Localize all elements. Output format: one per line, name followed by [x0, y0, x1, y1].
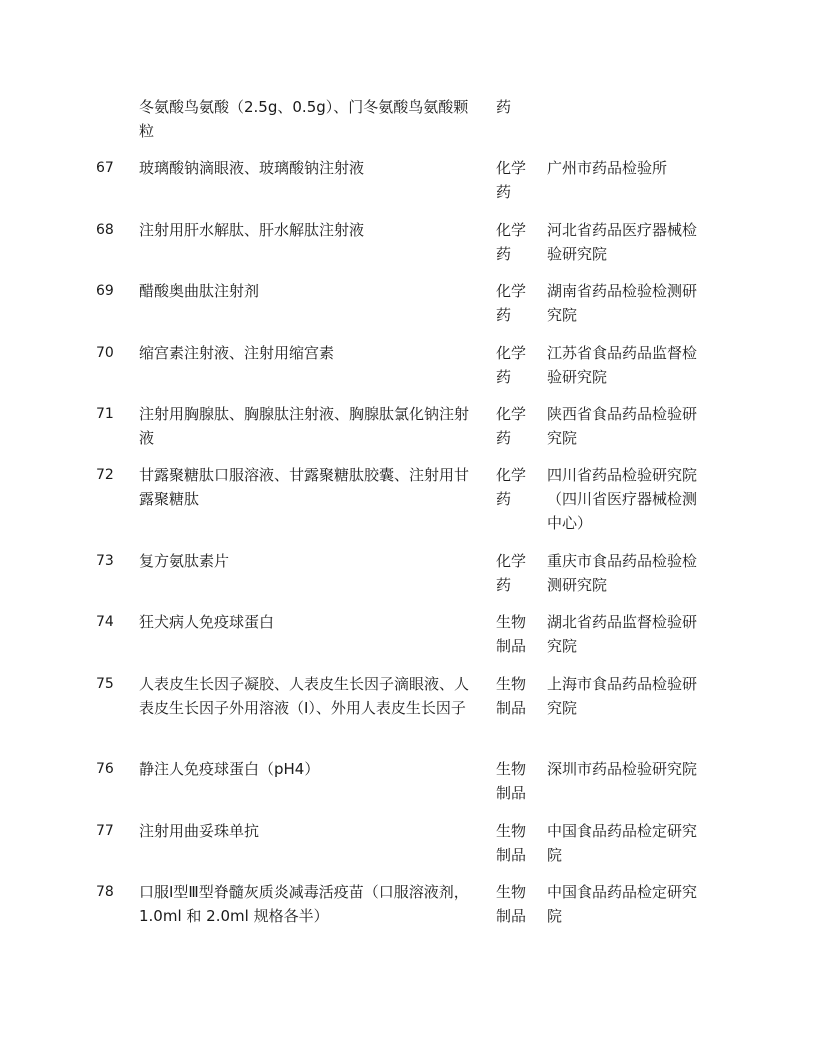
row-number: 78 [96, 884, 114, 900]
product-name: 注射用胸腺肽、胸腺肽注射液、胸腺肽氯化钠注射液 [139, 405, 470, 447]
testing-institution: 河北省药品医疗器械检验研究院 [547, 221, 698, 263]
testing-institution: 四川省药品检验研究院（四川省医疗器械检测中心） [547, 466, 698, 532]
testing-institution: 重庆市食品药品检验检测研究院 [547, 552, 698, 594]
product-category: 化学药 [496, 221, 527, 263]
product-name: 人表皮生长因子凝胶、人表皮生长因子滴眼液、人表皮生长因子外用溶液（Ⅰ）、外用人表皮生长因子 [139, 675, 470, 717]
product-name: 甘露聚糖肽口服溶液、甘露聚糖肽胶囊、注射用甘露聚糖肽 [139, 466, 470, 508]
product-name: 口服Ⅰ型Ⅲ型脊髓灰质炎减毒活疫苗（口服溶液剂，1.0ml 和 2.0ml 规格各半） [139, 883, 469, 925]
product-category: 化学药 [496, 405, 527, 447]
row-number: 77 [96, 823, 114, 839]
product-name: 注射用曲妥珠单抗 [139, 822, 260, 840]
product-category: 药 [496, 98, 512, 116]
testing-institution: 陕西省食品药品检验研究院 [547, 405, 698, 447]
product-category: 生物制品 [496, 760, 527, 802]
row-number: 76 [96, 761, 114, 777]
product-name: 醋酸奥曲肽注射剂 [139, 282, 260, 300]
testing-institution: 湖北省药品监督检验研究院 [547, 613, 698, 655]
row-number: 68 [96, 222, 114, 238]
testing-institution: 深圳市药品检验研究院 [547, 760, 698, 778]
testing-institution: 广州市药品检验所 [547, 159, 668, 177]
product-category: 生物制品 [496, 613, 527, 655]
row-number: 73 [96, 553, 114, 569]
product-category: 生物制品 [496, 883, 527, 925]
product-category: 生物制品 [496, 675, 527, 717]
product-name: 复方氨肽素片 [139, 552, 230, 570]
row-number: 67 [96, 160, 114, 176]
row-number: 70 [96, 345, 114, 361]
product-category: 生物制品 [496, 822, 527, 864]
testing-institution: 湖南省药品检验检测研究院 [547, 282, 698, 324]
product-name: 注射用肝水解肽、肝水解肽注射液 [139, 221, 365, 239]
product-category: 化学药 [496, 552, 527, 594]
product-name: 冬氨酸鸟氨酸（2.5g、0.5g）、门冬氨酸鸟氨酸颗粒 [139, 98, 469, 140]
row-number: 74 [96, 614, 114, 630]
row-number: 75 [96, 676, 114, 692]
testing-institution: 上海市食品药品检验研究院 [547, 675, 698, 717]
row-number: 71 [96, 406, 114, 422]
product-category: 化学药 [496, 159, 527, 201]
product-name: 玻璃酸钠滴眼液、玻璃酸钠注射液 [139, 159, 365, 177]
testing-institution: 中国食品药品检定研究院 [547, 822, 698, 864]
product-name: 缩宫素注射液、注射用缩宫素 [139, 344, 335, 362]
product-category: 化学药 [496, 282, 527, 324]
product-category: 化学药 [496, 466, 527, 508]
product-category: 化学药 [496, 344, 527, 386]
product-name: 狂犬病人免疫球蛋白 [139, 613, 275, 631]
testing-institution: 中国食品药品检定研究院 [547, 883, 698, 925]
row-number: 72 [96, 467, 114, 483]
testing-institution: 江苏省食品药品监督检验研究院 [547, 344, 698, 386]
row-number: 69 [96, 283, 114, 299]
product-name: 静注人免疫球蛋白（pH4） [139, 760, 320, 778]
